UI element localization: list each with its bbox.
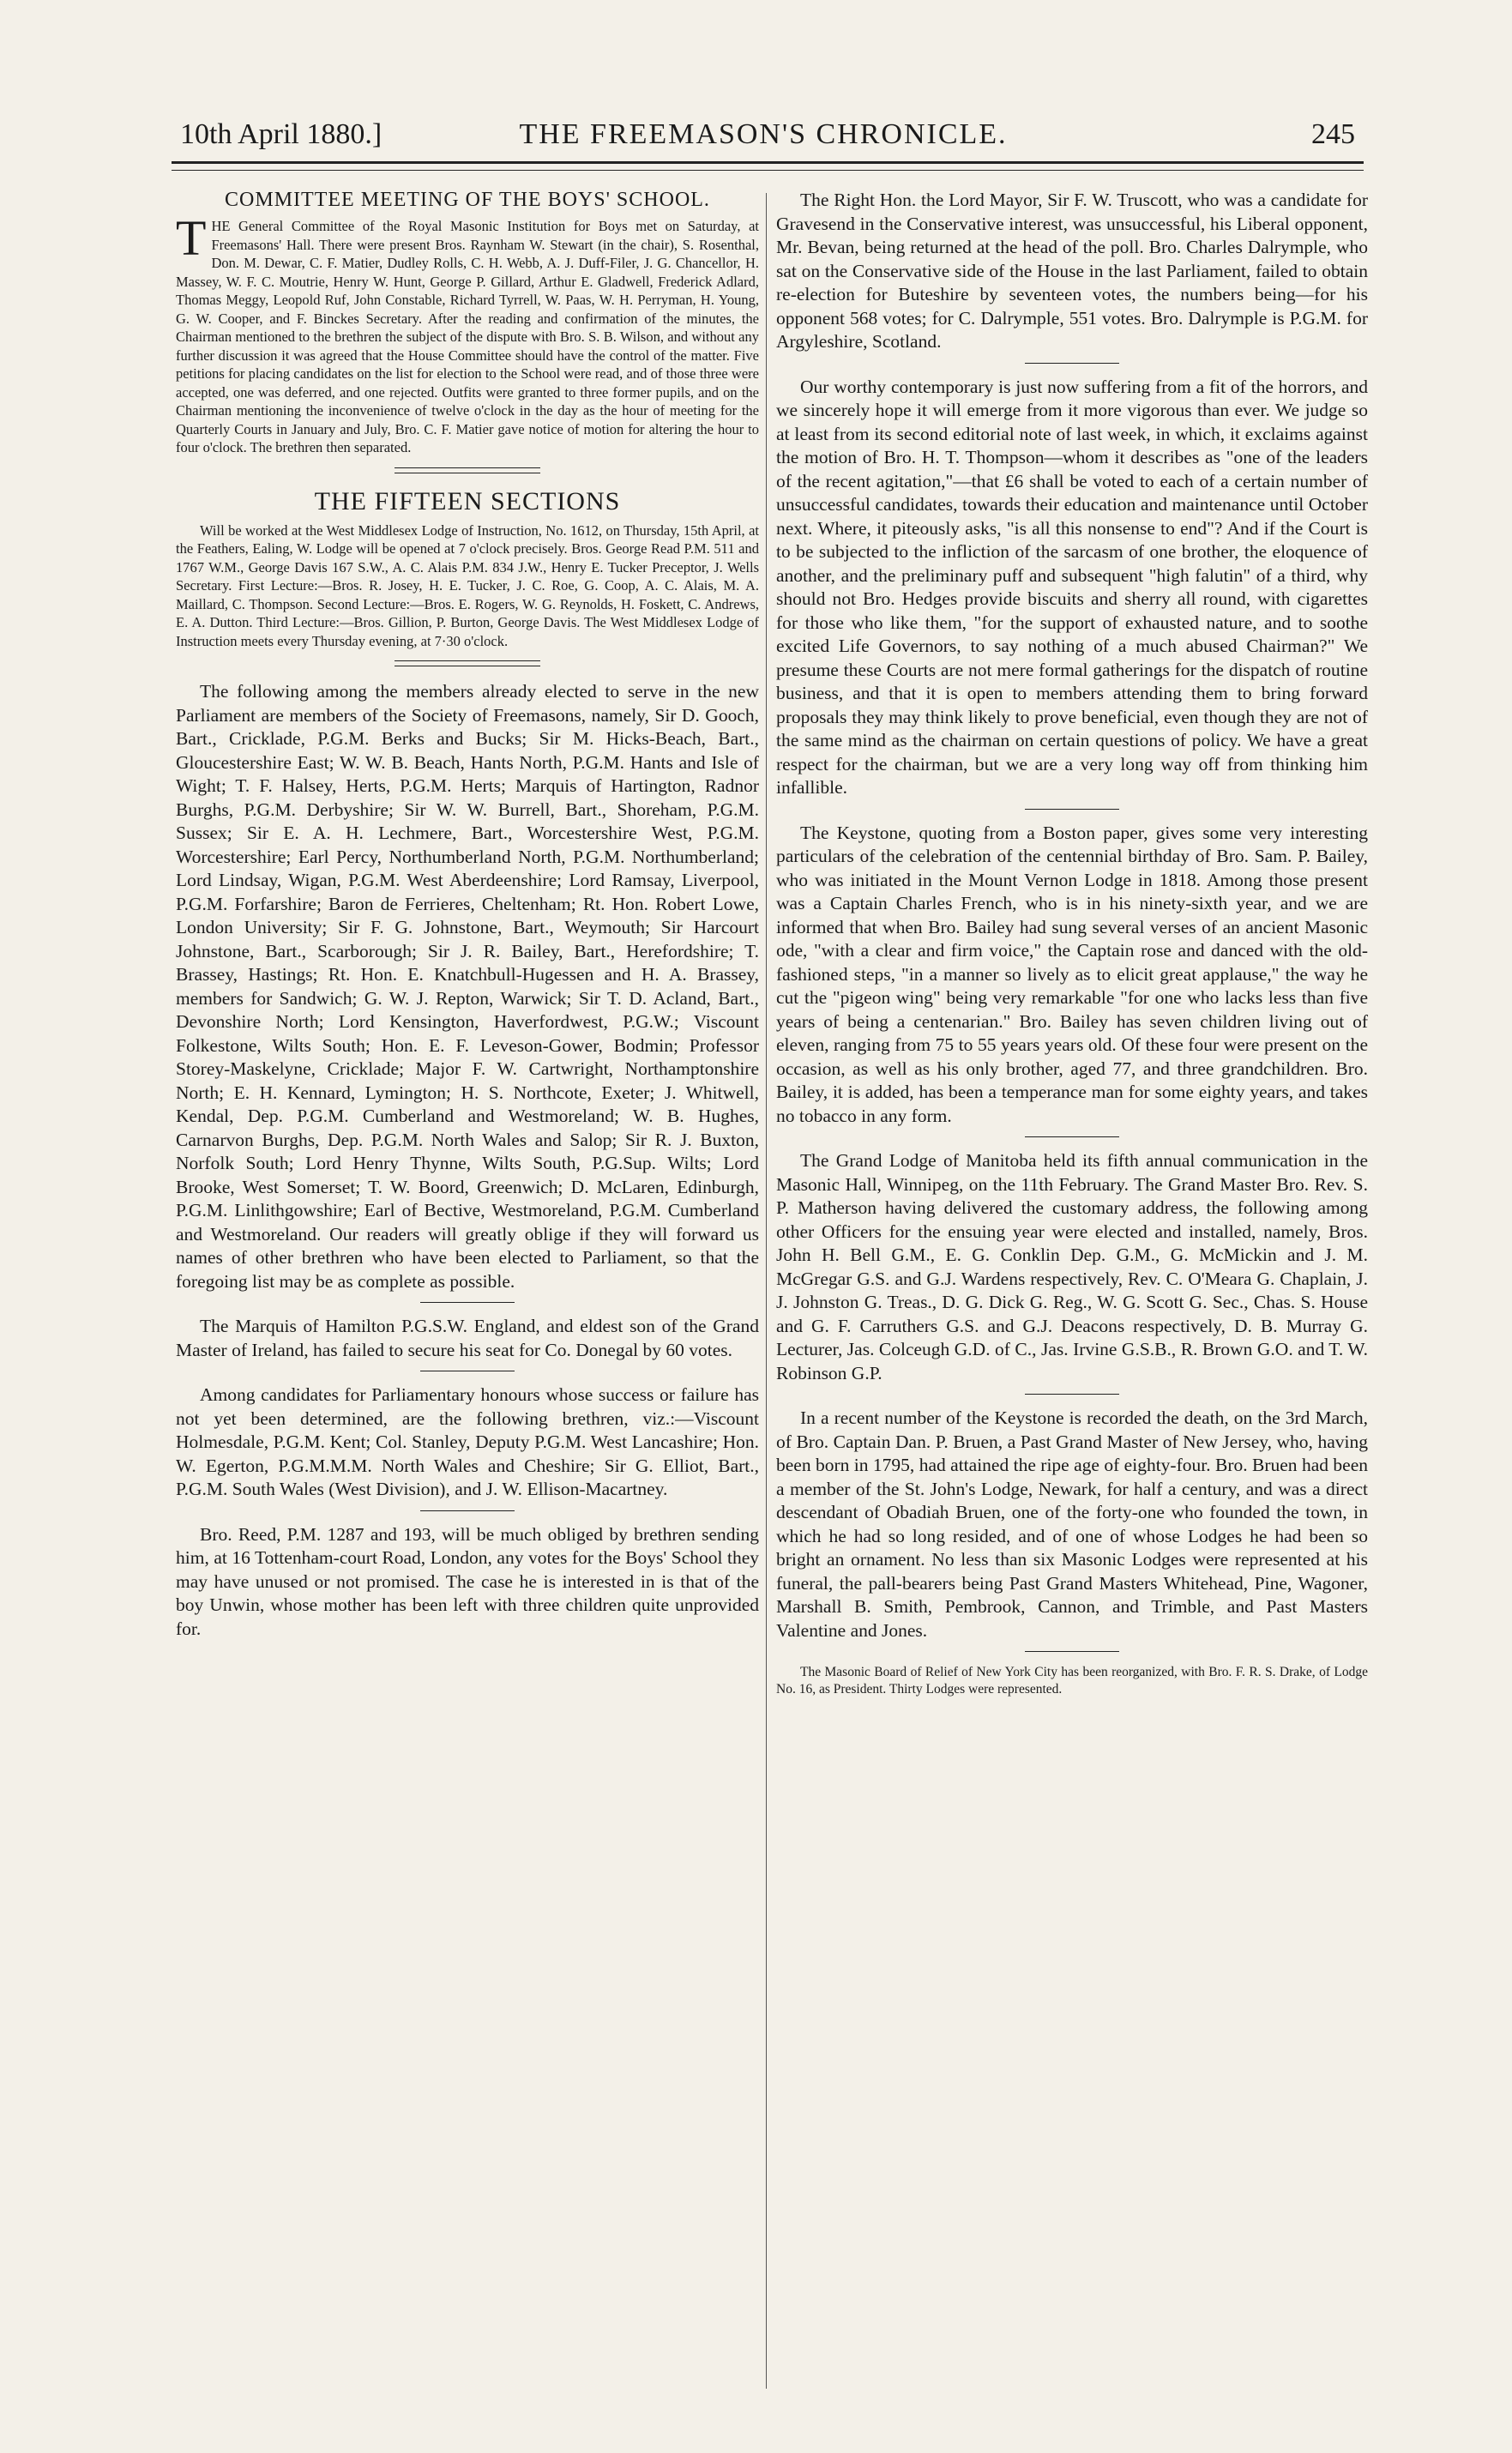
section-divider [420,1510,515,1511]
bruen-article: In a recent number of the Keystone is recorded the death, on the 3rd March, of Bro. Captain Dan. P. Bruen, a Past Grand Master of New Jersey, who, having been born in 1795, had attained the ripe age of eighty-four. Bro. Bruen had been a member of the St. John's Lodge, Newark, for half a century, and was a direct descendant of Obadiah Bruen, one of the forty-one who founded the town, in which he had so long resided, and of one of whose Lodges he had been so bright an ornament. No less than six Masonic Lodges were represented at his funeral, the pall-bearers being Past Grand Masters Whitehead, Pine, Wagoner, Marshall B. Smith, Pembrook, Cannon, and Trimble, and Past Masters Valentine and Jones. [776,1407,1368,1641]
keystone-article: The Keystone, quoting from a Boston paper, gives some very interesting particulars of the celebration of the centennial birthday of Bro. Sam. P. Bailey, who was initiated in the Mount Vernon Lodge in 1818. Among those present was a Captain Charles French, who is in his ninety-sixth year, and we are informed that when Bro. Bailey had sung several verses of an ancient Masonic ode, "with a clear and firm voice," the Captain rose and danced with the old-fashioned steps, "in a manner so lively as to elicit great applause," the way he cut the "pigeon wing" being very remarkable "for one who lacks less than five years of being a centenarian." Bro. Bailey has seven children living out of eleven, ranging from 75 to 55 years years old. Of these four were present on the occasion, as well as his only brother, aged 77, and three grandchildren. Bro. Bailey, it is added, has been a temperance man for some eighty years, and takes no tobacco in any form. [776,822,1368,1126]
section-divider [1025,1394,1119,1395]
contemporary-article: Our worthy contemporary is just now suffering from a fit of the horrors, and we sincerely hope it will emerge from it more vigorous than ever. We judge so at least from its second editorial note of last week, in which, it exclaims against the motion of Bro. H. T. Thompson—whom it describes as "one of the leaders of the recent agitation,"—that £6 shall be voted to each of a certain number of unsuccessful candidates, towards their education and maintenance until October next. Where, it piteously asks, "is all this nonsense to end"? And if the Court is to be subjected to the infliction of the sarcasm of one brother, the eloquence of another, and the preliminary puff and subsequent "high falutin" of a third, why should not Bro. Hedges provide biscuits and sherry all round, with cigarettes for those who like them, "for the support of exhausted nature, and to soothe excited Life Governors, to say nothing of a much abused Chairman?" We presume these Courts are not mere formal gatherings for the dispatch of routine business, and that it is open to members attending them to bring forward proposals they may think likely to prove beneficial, even though they are not of the same mind as the chairman on certain questions of policy. We have a great respect for the chairman, but we are a very long way off from thinking him infallible. [776,376,1368,798]
section-divider [395,467,540,473]
page-number: 245 [1311,118,1355,150]
candidates-article: Among candidates for Parliamentary honours whose success or failure has not yet been determined, are the following brethren, viz.:—Viscount Holmesdale, P.G.M. Kent; Col. Stanley, Deputy P.G.M. West Lancashire; Hon. W. Egerton, P.G.M.M.M. North Wales and Cheshire; Sir G. Elliot, Bart., P.G.M. South Wales (West Division), and J. W. Ellison-Macartney. [176,1384,759,1499]
fifteen-sections-text: Will be worked at the West Middlesex Lodge of Instruction, No. 1612, on Thursday, 15th April, at the Feathers, Ealing, W. Lodge will be opened at 7 o'clock precisely. Bros. George Read P.M. 511 and 1767 W.M., George Davis 167 S.W., A. C. Alais P.M. 834 J.W., Henry E. Tucker Preceptor, J. Wells Secretary. First Lecture:—Bros. R. Josey, H. E. Tucker, J. C. Roe, G. Coop, A. C. Alais, M. A. Maillard, C. Thompson. Second Lecture:—Bros. E. Rogers, W. G. Reynolds, H. Foskett, C. Andrews, E. A. Dutton. Third Lecture:—Bros. Gillion, P. Burton, George Davis. The West Middlesex Lodge of Instruction meets every Thursday evening, at 7·30 o'clock. [176,521,759,649]
parliament-article: The following among the members already elected to serve in the new Parliament are members of the Society of Freemasons, namely, Sir D. Gooch, Bart., Cricklade, P.G.M. Berks and Bucks; Sir M. Hicks-Beach, Bart., Gloucestershire East; W. W. B. Beach, Hants North, P.G.M. Hants and Isle of Wight; T. F. Halsey, Herts, P.G.M. Herts; Marquis of Hartington, Radnor Burghs, P.G.M. Derbyshire; Sir W. W. Burrell, Bart., Shoreham, P.G.M. Sussex; Sir E. A. H. Lechmere, Bart., Worcestershire West, P.G.M. Worcestershire; Earl Percy, Northumberland North, P.G.M. Northumberland; Lord Lindsay, Wigan, P.G.M. West Aberdeenshire; Lord Ramsay, Liverpool, P.G.M. Forfarshire; Baron de Ferrieres, Cheltenham; Rt. Hon. Robert Lowe, London University; Sir F. G. Johnstone, Bart., Weymouth; Sir Harcourt Johnstone, Bart., Scarborough; Sir J. R. Bailey, Bart., Herefordshire; T. Brassey, Hastings; Rt. Hon. E. Knatchbull-Hugessen and H. A. Brassey, members for Sandwich; G. W. J. Repton, Warwick; Sir T. D. Acland, Bart., Devonshire North; Lord Kensington, Haverfordwest, P.G.W.; Viscount Folkestone, Wilts South; Hon. E. F. Leveson-Gower, Bodmin; Professor Storey-Maskelyne, Cricklade; Major F. W. Cartwright, Northamptonshire North; E. H. Kennard, Lymington; H. S. Northcote, Exeter; J. Whitwell, Kendal, Dep. P.G.M. Cumberland and Westmoreland; W. B. Hughes, Carnarvon Burghs, Dep. P.G.M. North Wales and Salop; Sir R. J. Buxton, Norfolk South; Lord Henry Thynne, Wilts South, P.G.Sup. Wilts; Lord Brooke, West Somerset; T. W. Boord, Greenwich; D. McLaren, Edinburgh, P.G.M. Linlithgowshire; Earl of Bective, Westmoreland, P.G.M. Cumberland and Westmoreland. Our readers will greatly oblige if they will forward us names of other brethren who have been elected to Parliament, so that the foregoing list may be as complete as possible. [176,681,759,1292]
hamilton-article: The Marquis of Hamilton P.G.S.W. England, and eldest son of the Grand Master of Ireland, has failed to secure his seat for Co. Donegal by 60 votes. [176,1316,759,1360]
section-divider [1025,809,1119,810]
drop-cap: T [176,210,207,266]
masthead-rule [172,161,1364,171]
column-divider [766,193,767,2389]
newspaper-title: THE FREEMASON'S CHRONICLE. [519,118,1008,150]
section-divider [420,1302,515,1303]
right-column [776,189,1368,1703]
issue-date: 10th April 1880.] [180,118,383,150]
masthead [154,118,1372,161]
section-divider [1025,363,1119,364]
committee-article [176,210,759,457]
manitoba-article: The Grand Lodge of Manitoba held its fifth annual communication in the Masonic Hall, Winnipeg, on the 11th February. The Grand Master Bro. Rev. S. P. Matherson having delivered the customary address, the following among other Officers for the ensuing year were elected and installed, namely, Bros. John H. Bell G.M., E. G. Conklin Dep. G.M., G. McMickin and J. M. McGregar G.S. and G.J. Wardens respectively, Rev. C. O'Meara G. Chaplain, J. J. Johnston G. Treas., D. G. Dick G. Reg., W. G. Scott G. Sec., Chas. S. House and G. F. Carruthers G.S. and G.J. Deacons respectively, D. B. Murray G. Lecturer, Jas. Colceugh G.D. of C., Jas. Irvine G.S.B., R. Brown G.O. and T. W. Robinson G.P. [776,1150,1368,1383]
left-column [176,189,759,1646]
new-york-article: The Masonic Board of Relief of New York City has been reorganized, with Bro. F. R. S. Drake, of Lodge No. 16, as President. Thirty Lodges were represented. [776,1665,1368,1697]
section-divider [395,660,540,666]
section-divider [1025,1651,1119,1652]
lord-mayor-article: The Right Hon. the Lord Mayor, Sir F. W. Truscott, who was a candidate for Gravesend in the Conservative interest, was unsuccessful, his Liberal opponent, Mr. Bevan, being returned at the head of the poll. Bro. Charles Dalrymple, who sat on the Conservative side of the House in the last Parliament, failed to obtain re-election for Buteshire by seventeen votes, the numbers being—for his opponent 568 votes; for C. Dalrymple, 551 votes. Bro. Dalrymple is P.G.M. for Argyleshire, Scotland. [776,190,1368,352]
section-divider [1025,1136,1119,1137]
committee-heading: COMMITTEE MEETING OF THE BOYS' SCHOOL. [225,189,710,211]
reed-article: Bro. Reed, P.M. 1287 and 193, will be much obliged by brethren sending him, at 16 Tottenham-court Road, London, any votes for the Boys' School they may have unused or not promised. The case he is interested in is that of the boy Unwin, whose mother has been left with three children quite unprovided for. [176,1523,759,1639]
committee-text: HE General Committee of the Royal Masonic Institution for Boys met on Saturday, at Freemasons' Hall. There were present Bros. Raynham W. Stewart (in the chair), S. Rosenthal, Don. M. Dewar, C. F. Matier, Dudley Rolls, C. H. Webb, A. J. Duff-Filer, J. G. Chancellor, H. Massey, W. F. C. Moutrie, Henry W. Hunt, George P. Gillard, Arthur E. Gladwell, Frederick Adlard, Thomas Meggy, Leopold Ruf, John Constable, Richard Tyrrell, W. Paas, W. H. Perryman, H. Young, G. W. Cooper, and F. Binckes Secretary. After the reading and confirmation of the minutes, the Chairman mentioned to the brethren the subject of the dispute with Bro. S. B. Wilson, and without any further discussion it was agreed that the House Committee should have the control of the matter. Five petitions for placing candidates on the list for election to the School were read, and of those three were accepted, one was deferred, and one rejected. Outfits were granted to three former pupils, and on the Chairman mentioning the inconvenience of twelve o'clock in the day as the hour of meeting for the Quarterly Courts in January and July, Bro. C. F. Matier gave notice of motion for altering the hour to four o'clock. The brethren then separated. [176,218,759,455]
fifteen-sections-heading: THE FIFTEEN SECTIONS [314,486,621,515]
